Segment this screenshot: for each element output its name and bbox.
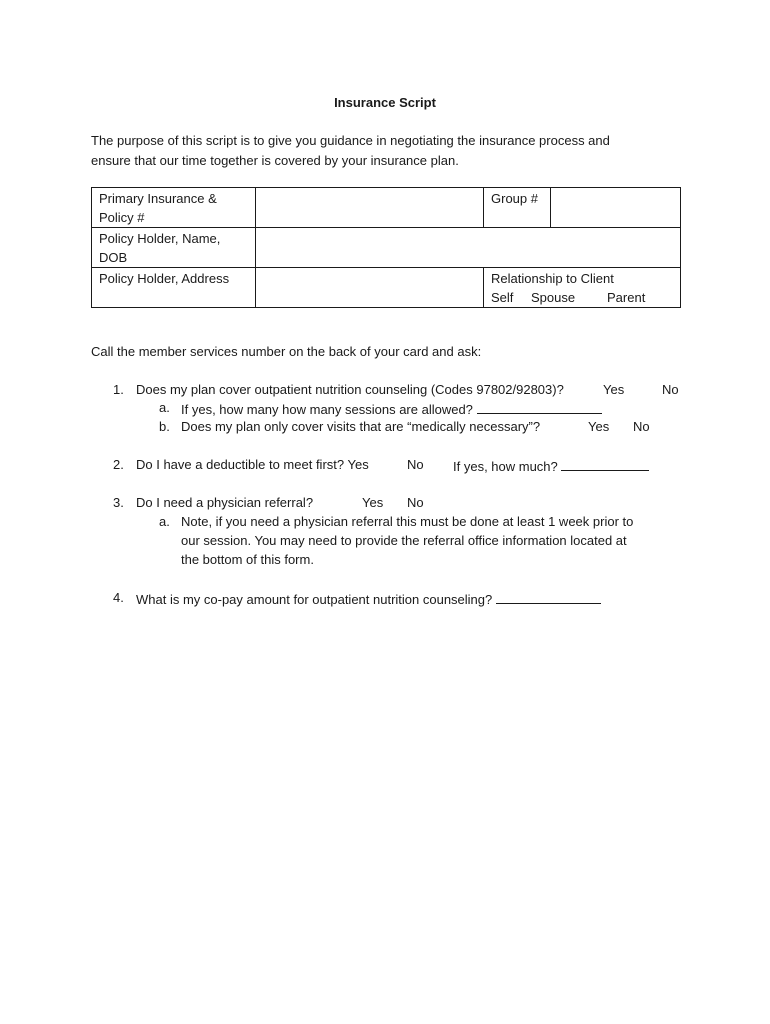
question-2-no-option[interactable]: No — [407, 457, 424, 472]
question-1-no-option[interactable]: No — [662, 382, 679, 397]
question-1a-line — [181, 400, 602, 417]
question-2-number: 2. — [113, 457, 124, 472]
policy-holder-name-label — [92, 228, 256, 268]
question-1-yes-option[interactable]: Yes — [603, 382, 625, 397]
policy-holder-address-label: Policy Holder, Address — [92, 268, 256, 308]
question-3-number: 3. — [113, 495, 124, 510]
call-instruction: Call the member services number on the back of your card and ask: — [91, 344, 482, 359]
question-1-number: 1. — [113, 382, 124, 397]
intro-line-1: The purpose of this script is to give you guidance in negotiating the insurance process and — [91, 133, 610, 148]
question-3-no-option[interactable]: No — [407, 495, 424, 510]
primary-insurance-label-line-1: Primary Insurance & — [99, 191, 217, 206]
relationship-option-parent[interactable]: Parent — [607, 289, 646, 305]
question-3a-line-1: Note, if you need a physician referral this must be done at least 1 week prior to — [181, 514, 634, 529]
question-4-text: What is my co-pay amount for outpatient nutrition counseling? — [136, 592, 493, 607]
relationship-cell — [484, 268, 681, 308]
question-3a-letter: a. — [159, 514, 170, 529]
relationship-options — [491, 289, 673, 308]
copay-amount-blank[interactable] — [496, 590, 601, 604]
insurance-info-table — [91, 187, 681, 308]
question-3a-line-3: the bottom of this form. — [181, 552, 314, 567]
question-3a-line-2: our session. You may need to provide the referral office information located at — [181, 533, 627, 548]
table-row — [92, 228, 681, 268]
group-number-field[interactable] — [551, 188, 681, 228]
relationship-option-self[interactable]: Self — [491, 289, 514, 305]
table-row — [92, 188, 681, 228]
question-1b-yes-option[interactable]: Yes — [588, 419, 610, 434]
question-1b-no-option[interactable]: No — [633, 419, 650, 434]
question-2-followup-line — [453, 457, 649, 474]
primary-insurance-label — [92, 188, 256, 228]
policy-holder-name-label-line-2: DOB — [99, 249, 128, 265]
question-4-number: 4. — [113, 590, 124, 605]
question-1a-text: If yes, how many how many sessions are allowed? — [181, 402, 473, 417]
intro-line-2: ensure that our time together is covered by your insurance plan. — [91, 152, 459, 168]
deductible-amount-blank[interactable] — [561, 457, 649, 471]
table-row — [92, 268, 681, 308]
question-4-line — [136, 590, 601, 607]
question-2-followup-text: If yes, how much? — [453, 459, 558, 474]
question-1b-letter: b. — [159, 419, 170, 434]
relationship-label: Relationship to Client — [491, 271, 614, 286]
question-3-yes-option[interactable]: Yes — [362, 495, 384, 510]
question-1-text: Does my plan cover outpatient nutrition counseling (Codes 97802/92803)? — [136, 382, 564, 397]
page-title: Insurance Script — [334, 95, 436, 110]
question-3-text: Do I need a physician referral? — [136, 495, 314, 510]
question-1a-letter: a. — [159, 400, 170, 415]
policy-holder-address-field[interactable] — [256, 268, 484, 308]
relationship-option-spouse[interactable]: Spouse — [531, 289, 576, 305]
policy-holder-name-label-line-1: Policy Holder, Name, — [99, 231, 221, 246]
group-number-label: Group # — [484, 188, 551, 228]
question-2-text: Do I have a deductible to meet first? Yes — [136, 457, 369, 472]
sessions-allowed-blank[interactable] — [477, 400, 602, 414]
intro-paragraph — [91, 131, 691, 170]
policy-holder-name-field[interactable] — [256, 228, 681, 268]
question-1b-text: Does my plan only cover visits that are “medically necessary”? — [181, 419, 541, 434]
primary-insurance-label-line-2: Policy # — [99, 209, 145, 225]
primary-insurance-field[interactable] — [256, 188, 484, 228]
